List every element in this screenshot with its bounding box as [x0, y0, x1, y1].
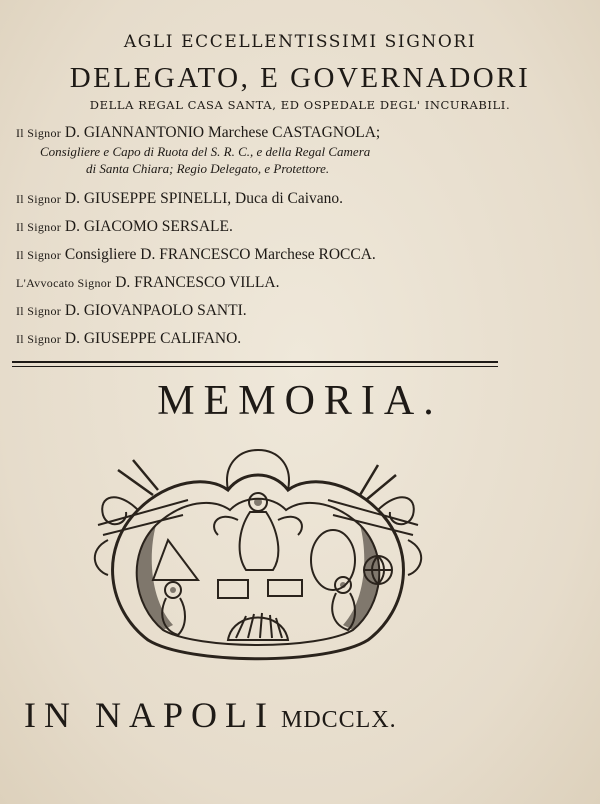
woodcut-vignette-icon — [78, 440, 438, 670]
main-title: MEMORIA. — [157, 378, 443, 424]
entry-castagnola — [16, 124, 380, 142]
entry-title: Il Signor — [16, 248, 62, 262]
entry-castagnola-detail-1: Consigliere e Capo di Ruota del S. R. C., e della Regal Camera — [40, 144, 371, 159]
subheadline: DELLA REGAL CASA SANTA, ED OSPEDALE DEGL' INCURABILI. — [89, 98, 511, 112]
entry-rocca — [16, 246, 376, 264]
headline: DELEGATO, E GOVERNADORI — [69, 62, 531, 94]
entry-villa — [16, 274, 279, 292]
entry-title: Il Signor — [16, 220, 62, 234]
rule-thick — [12, 361, 498, 363]
entry-name: D. GIUSEPPE SPINELLI, Duca di Caivano. — [64, 190, 344, 207]
imprint — [24, 694, 397, 736]
imprint-year: MDCCLX. — [280, 707, 397, 733]
dedication-line: AGLI ECCELLENTISSIMI SIGNORI — [123, 32, 477, 52]
entry-sersale — [16, 218, 233, 236]
entry-name: D. GIUSEPPE CALIFANO. — [64, 330, 242, 347]
entry-name: D. GIACOMO SERSALE. — [64, 218, 233, 235]
entry-califano — [16, 330, 241, 348]
entry-name: D. GIANNANTONIO Marchese CASTAGNOLA; — [64, 124, 381, 141]
entry-name: D. FRANCESCO VILLA. — [115, 274, 280, 291]
entry-title: L'Avvocato Signor — [16, 276, 112, 290]
rule-thin — [12, 366, 498, 367]
entry-name: Consigliere D. FRANCESCO Marchese ROCCA. — [64, 246, 376, 263]
entry-title: Il Signor — [16, 126, 62, 140]
entry-title: Il Signor — [16, 332, 62, 346]
entry-santi — [16, 302, 247, 320]
entry-name: D. GIOVANPAOLO SANTI. — [64, 302, 247, 319]
entry-title: Il Signor — [16, 192, 62, 206]
imprint-place: IN NAPOLI — [24, 695, 275, 735]
entry-title: Il Signor — [16, 304, 62, 318]
entry-spinelli — [16, 190, 343, 208]
entry-castagnola-detail-2: di Santa Chiara; Regio Delegato, e Protettore. — [86, 161, 330, 176]
